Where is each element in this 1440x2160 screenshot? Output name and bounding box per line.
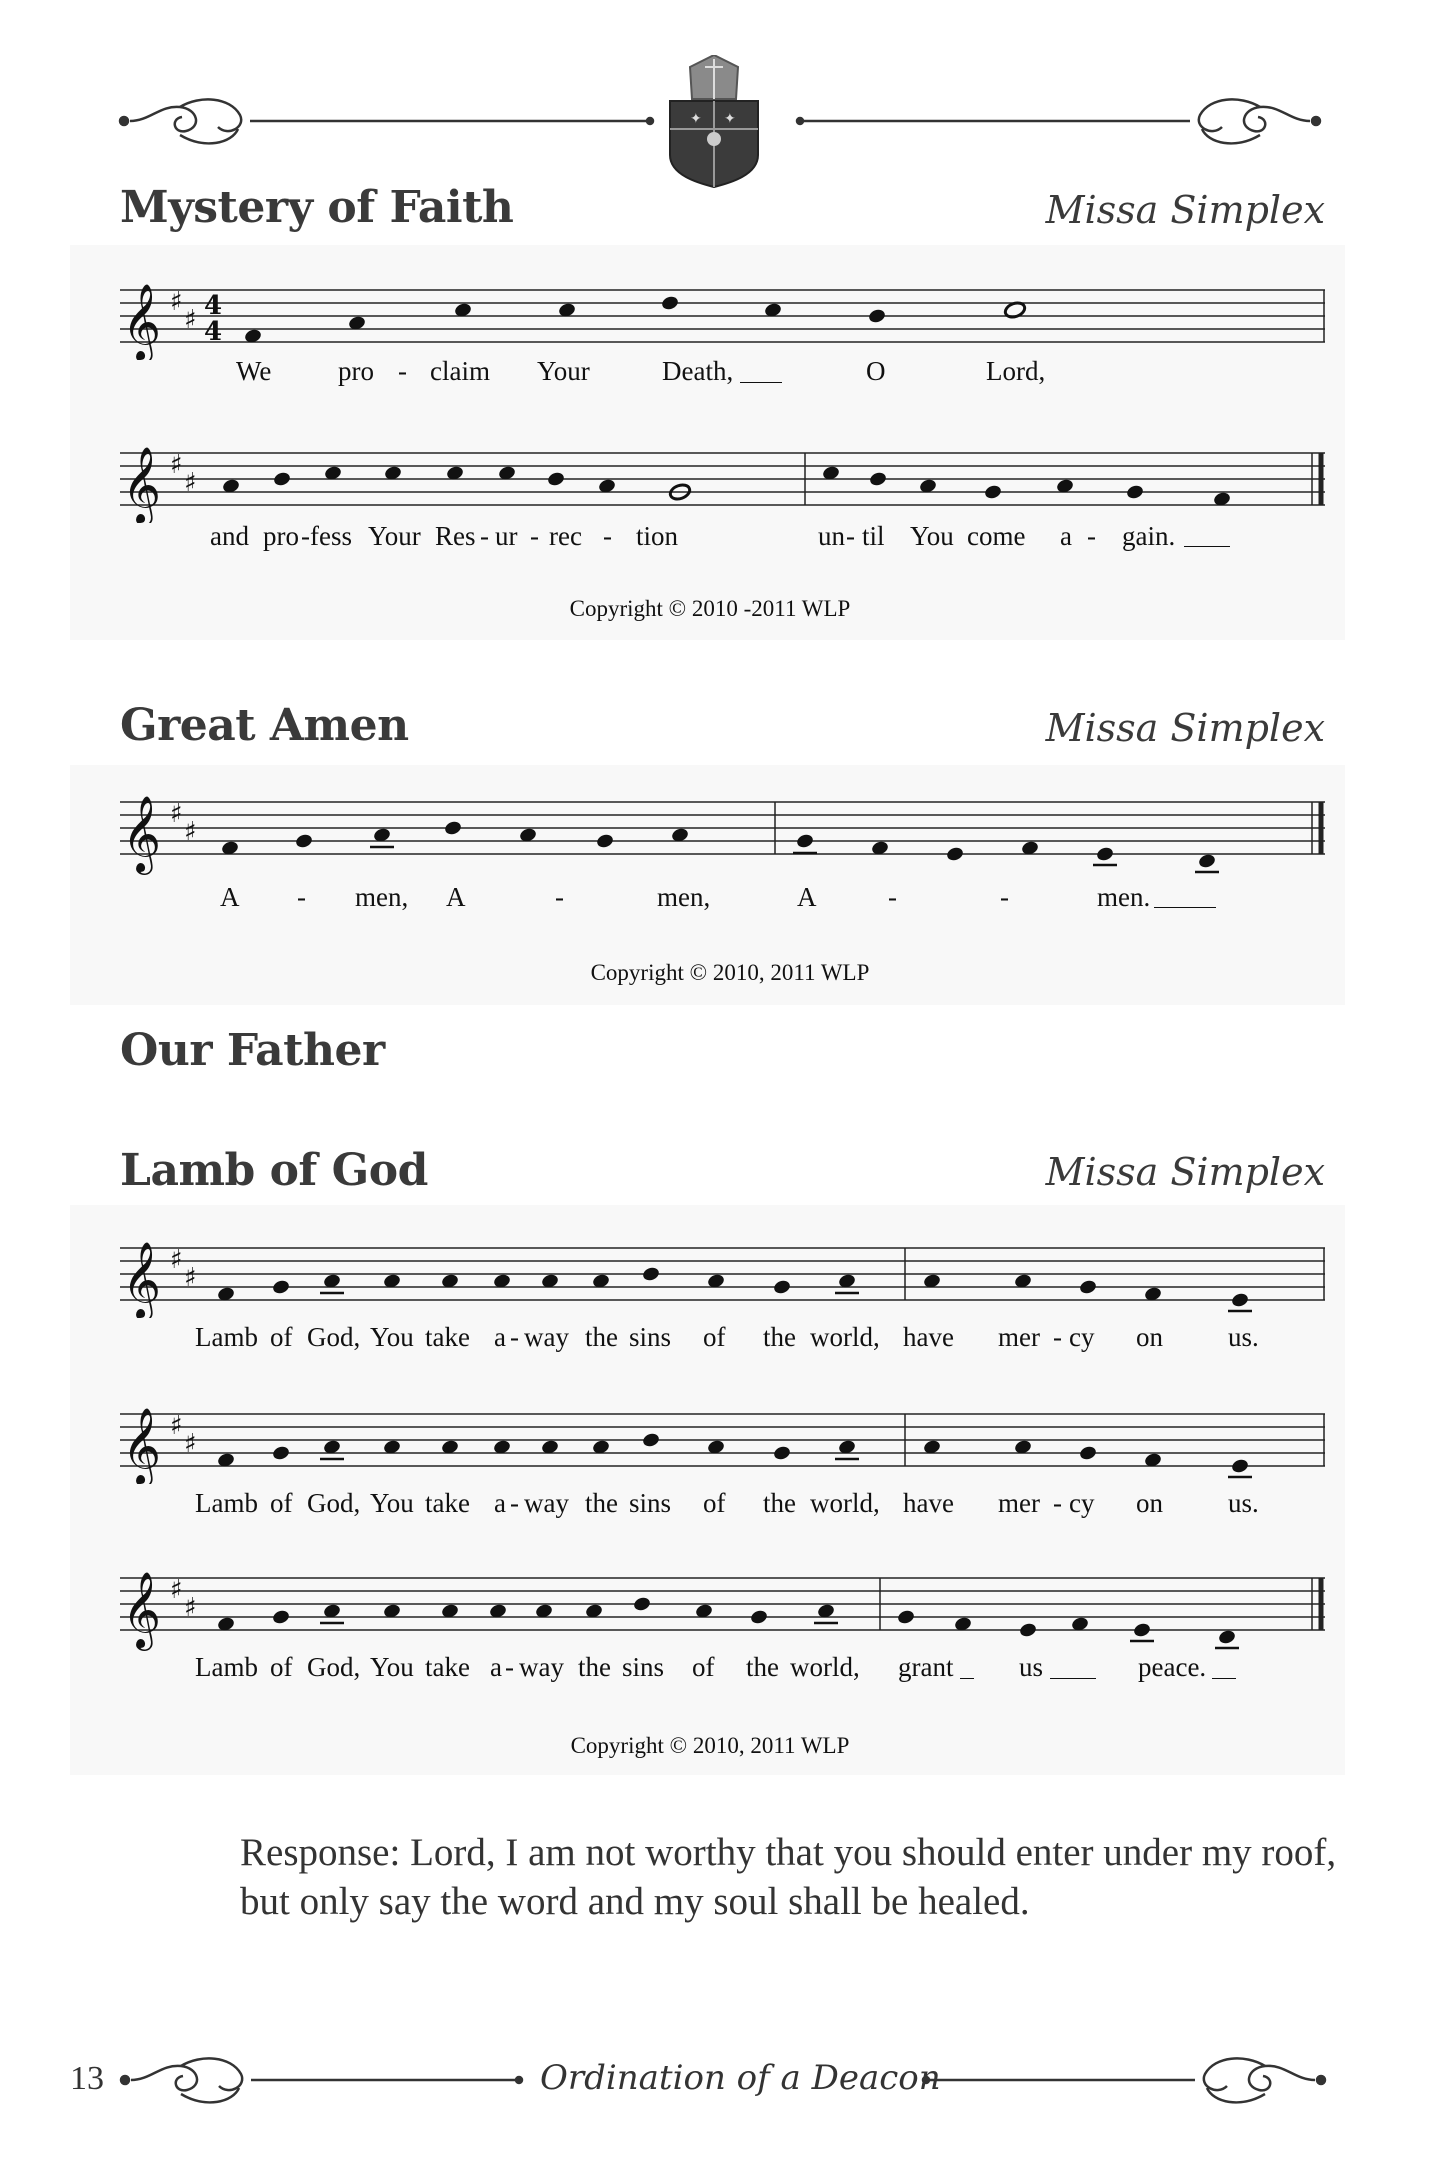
time-signature: 4 <box>204 291 223 321</box>
footer-title: Ordination of a Deacon <box>540 2058 941 2098</box>
lamb-lyrics-line-3 <box>0 1652 1440 1686</box>
sharp-icon: ♯ <box>170 287 183 317</box>
time-signature: 4 <box>204 317 223 347</box>
mystery-of-faith-title: Mystery of Faith <box>120 182 514 233</box>
sharp-icon: ♯ <box>170 1245 183 1275</box>
lamb-staff-1 <box>120 1238 1325 1318</box>
sharp-icon: ♯ <box>170 450 183 480</box>
lyric: a <box>1060 521 1072 551</box>
lyric: ur <box>495 521 518 551</box>
lyric: the <box>585 1322 618 1352</box>
lyric: tion <box>636 521 679 551</box>
lyric: world, <box>810 1322 880 1352</box>
melisma-line <box>1050 1678 1096 1679</box>
lyric: grant <box>898 1652 954 1682</box>
lyric: the <box>585 1488 618 1518</box>
lyric: - <box>555 882 564 912</box>
lyric: pro <box>338 356 374 386</box>
lamb-of-god-subtitle: Missa Simplex <box>1045 1150 1325 1194</box>
lyric: and <box>210 521 249 551</box>
lyric: A <box>220 882 240 912</box>
lyric: peace. <box>1138 1652 1207 1682</box>
lyric: of <box>270 1652 293 1682</box>
lyric: gain. <box>1122 521 1176 551</box>
lyric: A <box>797 882 817 912</box>
lyric: Lamb <box>195 1488 258 1518</box>
mystery-staff-1 <box>120 280 1325 360</box>
lyric: - <box>1000 882 1009 912</box>
lyric: on <box>1136 1488 1163 1518</box>
lyric: men. <box>1097 882 1151 912</box>
our-father-title: Our Father <box>120 1025 385 1076</box>
melisma-line <box>960 1678 974 1679</box>
great-amen-subtitle: Missa Simplex <box>1045 706 1325 750</box>
lyric: a <box>490 1652 502 1682</box>
svg-text:✦: ✦ <box>724 111 736 127</box>
lyric: sins <box>629 1322 672 1352</box>
lyric: Your <box>368 521 421 551</box>
lyric: take <box>425 1488 470 1518</box>
sharp-icon: ♯ <box>170 1575 183 1605</box>
lyric: the <box>746 1652 779 1682</box>
lyric: Lamb <box>195 1322 258 1352</box>
page-number: 13 <box>70 2060 104 2097</box>
lyric: Res <box>435 521 476 551</box>
lyric: - <box>888 882 897 912</box>
lyric: - <box>398 356 407 386</box>
sharp-icon: ♯ <box>184 1593 197 1623</box>
lyric: A <box>446 882 466 912</box>
header-ornament <box>110 55 1330 190</box>
lyric: - <box>480 521 489 551</box>
lyric: world, <box>810 1488 880 1518</box>
melisma-line <box>1212 1678 1236 1679</box>
note <box>867 308 886 325</box>
lyric: - <box>297 882 306 912</box>
lyric: sins <box>622 1652 665 1682</box>
lyric: You <box>370 1488 414 1518</box>
lyric: us. <box>1228 1322 1259 1352</box>
lyric: on <box>1136 1322 1163 1352</box>
lyric: cy <box>1069 1488 1095 1518</box>
lyric: men, <box>657 882 711 912</box>
lyric: - <box>510 1322 519 1352</box>
sharp-icon: ♯ <box>184 305 197 335</box>
sharp-icon: ♯ <box>170 799 183 829</box>
lyric: Lord, <box>986 356 1046 386</box>
lyric: world, <box>790 1652 860 1682</box>
melisma-line <box>1154 907 1216 908</box>
right-flourish-icon <box>797 99 1320 143</box>
lyric: un <box>818 521 845 551</box>
mystery-copyright: Copyright © 2010 -2011 WLP <box>569 596 851 621</box>
lyric: You <box>370 1322 414 1352</box>
lyric: a <box>494 1322 506 1352</box>
lyric: of <box>270 1322 293 1352</box>
lyric: the <box>763 1322 796 1352</box>
lyric: - <box>1087 521 1096 551</box>
lyric: - <box>846 521 855 551</box>
lyric: us. <box>1228 1488 1259 1518</box>
lyric: have <box>903 1322 954 1352</box>
sharp-icon: ♯ <box>170 1411 183 1441</box>
amen-copyright: Copyright © 2010, 2011 WLP <box>590 960 870 985</box>
lyric: of <box>703 1322 726 1352</box>
treble-clef-icon: 𝄞 <box>122 795 162 872</box>
lyric: - <box>505 1652 514 1682</box>
communion-response: Response: Lord, I am not worthy that you should enter under my roof, but only say the word and my soul shall be healed. <box>240 1831 1337 1923</box>
lyric: cy <box>1069 1322 1095 1352</box>
lyric: til <box>862 521 885 551</box>
lyric: way <box>524 1322 569 1352</box>
svg-text:✦: ✦ <box>690 111 702 127</box>
lyric: the <box>578 1652 611 1682</box>
treble-clef-icon: 𝄞 <box>122 1407 162 1484</box>
lyric: men, <box>355 882 409 912</box>
mystery-staff-2 <box>120 443 1325 523</box>
melisma-line <box>740 382 782 383</box>
lyric: the <box>763 1488 796 1518</box>
lyric: We <box>236 356 272 386</box>
lyric: come <box>967 521 1026 551</box>
lyric: O <box>866 356 886 386</box>
lyric: way <box>524 1488 569 1518</box>
lyric: pro <box>263 521 299 551</box>
lyric: God, <box>307 1322 361 1352</box>
great-amen-title: Great Amen <box>120 700 409 751</box>
treble-clef-icon: 𝄞 <box>122 1571 162 1648</box>
lyric: of <box>270 1488 293 1518</box>
lyric: take <box>425 1652 470 1682</box>
sharp-icon: ♯ <box>184 1429 197 1459</box>
lyric: of <box>692 1652 715 1682</box>
treble-clef-icon: 𝄞 <box>122 1241 162 1318</box>
lyric: Lamb <box>195 1652 258 1682</box>
treble-clef-icon: 𝄞 <box>122 446 162 523</box>
note <box>660 295 679 312</box>
melisma-line <box>1184 546 1230 547</box>
lyric: - <box>510 1488 519 1518</box>
left-flourish-icon <box>120 99 653 143</box>
lyric: God, <box>307 1488 361 1518</box>
treble-clef-icon: 𝄞 <box>122 283 162 360</box>
lyric: Death, <box>662 356 734 386</box>
lyric: You <box>910 521 954 551</box>
lyric: have <box>903 1488 954 1518</box>
sharp-icon: ♯ <box>184 1263 197 1293</box>
mystery-of-faith-subtitle: Missa Simplex <box>1045 188 1325 232</box>
lyric: way <box>519 1652 564 1682</box>
lyric: sins <box>629 1488 672 1518</box>
lyric: fess <box>310 521 352 551</box>
lamb-lyrics-line-2 <box>0 1488 1440 1522</box>
lyric: God, <box>307 1652 361 1682</box>
lyric: - <box>1053 1322 1062 1352</box>
lamb-staff-2 <box>120 1404 1325 1484</box>
lyric: rec <box>549 521 582 551</box>
lyric: of <box>703 1488 726 1518</box>
lyric: You <box>370 1652 414 1682</box>
lamb-lyrics-line-1 <box>0 1322 1440 1356</box>
lyric: - <box>603 521 612 551</box>
lyric: take <box>425 1322 470 1352</box>
lyric: - <box>1053 1488 1062 1518</box>
lyric: mer <box>998 1322 1040 1352</box>
lamb-copyright: Copyright © 2010, 2011 WLP <box>570 1733 850 1758</box>
lyric: Your <box>537 356 590 386</box>
amen-staff <box>120 792 1325 882</box>
lyric: - <box>301 521 310 551</box>
lyric: mer <box>998 1488 1040 1518</box>
lyric: a <box>494 1488 506 1518</box>
lyric: claim <box>430 356 490 386</box>
lamb-of-god-title: Lamb of God <box>120 1145 428 1196</box>
diocesan-crest-icon <box>670 55 758 187</box>
sharp-icon: ♯ <box>184 468 197 498</box>
lamb-staff-3 <box>120 1568 1325 1658</box>
sharp-icon: ♯ <box>184 817 197 847</box>
lyric: - <box>530 521 539 551</box>
lyric: us <box>1019 1652 1044 1682</box>
